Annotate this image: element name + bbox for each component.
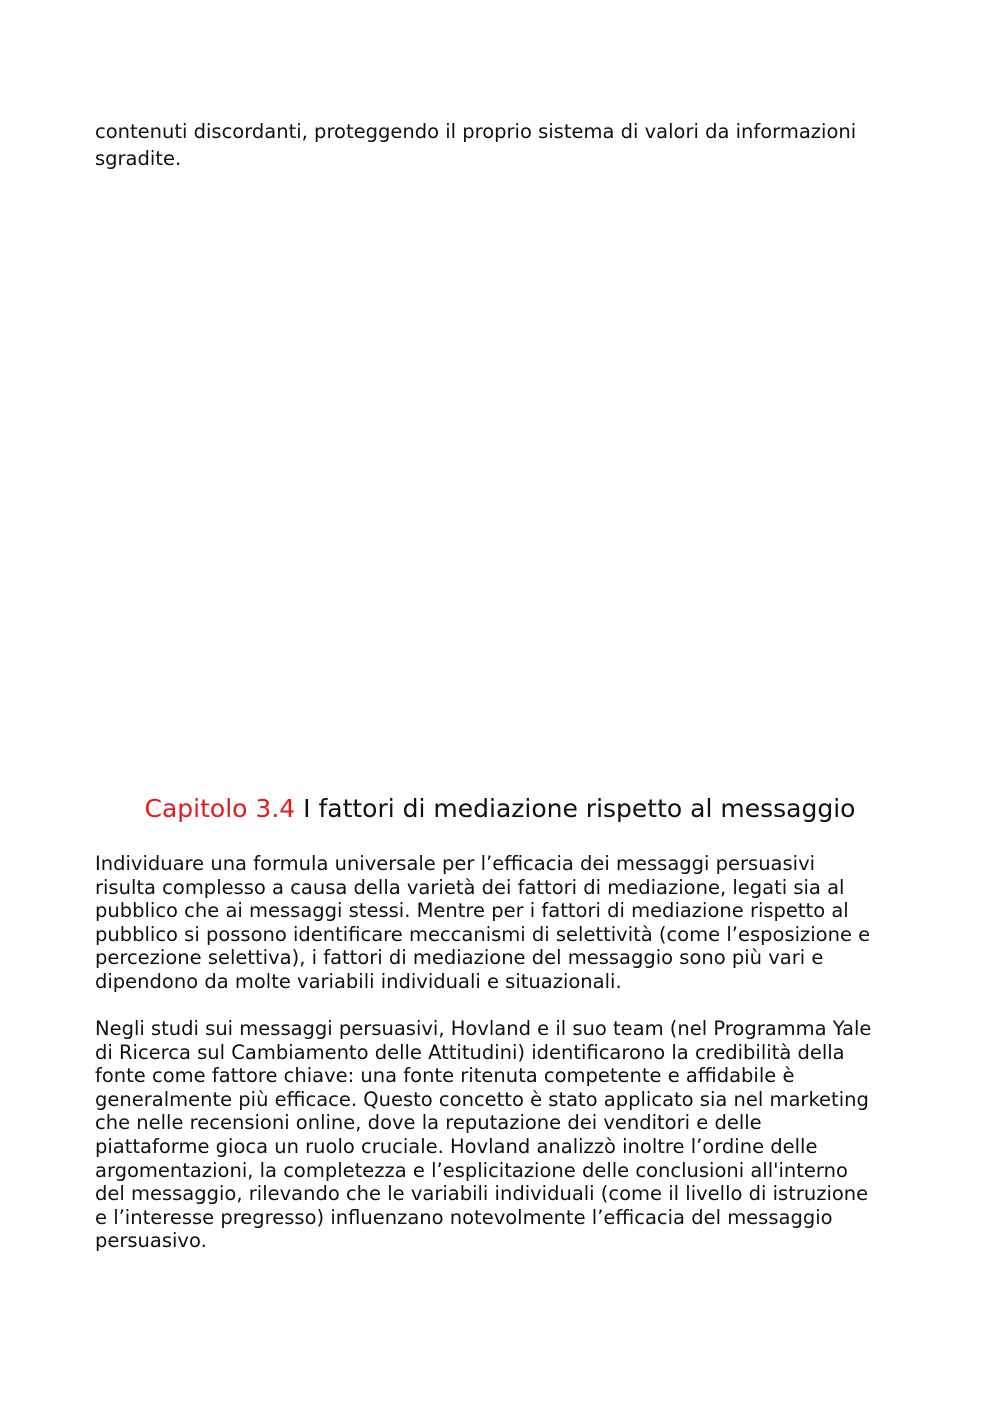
text-line: persuasivo. bbox=[95, 1229, 207, 1253]
text-line: argomentazioni, la completezza e l’esplicitazione delle conclusioni all'interno bbox=[95, 1158, 848, 1182]
text-line: che nelle recensioni online, dove la reputazione dei venditori e delle bbox=[95, 1111, 762, 1135]
text-line: e l’interesse pregresso) influenzano notevolmente l’efficacia del messaggio bbox=[95, 1205, 833, 1229]
text-line: di Ricerca sul Cambiamento delle Attitudini) identificarono la credibilità della bbox=[95, 1040, 845, 1064]
text-line: Negli studi sui messaggi persuasivi, Hovland e il suo team (nel Programma Yale bbox=[95, 1017, 872, 1040]
chapter-title-text: I fattori di mediazione rispetto al messaggio bbox=[303, 794, 856, 823]
text-line: sgradite. bbox=[95, 147, 182, 170]
paragraph-2 bbox=[95, 1017, 910, 1253]
paragraph-1 bbox=[95, 852, 910, 994]
text-line: piattaforme gioca un ruolo cruciale. Hovland analizzò inoltre l’ordine delle bbox=[95, 1134, 818, 1158]
text-line: pubblico si possono identificare meccanismi di selettività (come l’esposizione e bbox=[95, 922, 871, 946]
intro-paragraph bbox=[95, 118, 910, 172]
text-line: percezione selettiva), i fattori di mediazione del messaggio sono più vari e bbox=[95, 946, 824, 970]
text-line: generalmente più efficace. Questo concetto è stato applicato sia nel marketing bbox=[95, 1087, 869, 1111]
text-line: Individuare una formula universale per l’efficacia dei messaggi persuasivi bbox=[95, 852, 816, 875]
text-line: dipendono da molte variabili individuali e situazionali. bbox=[95, 969, 622, 993]
text-line: pubblico che ai messaggi stessi. Mentre per i fattori di mediazione rispetto al bbox=[95, 899, 849, 923]
chapter-number: Capitolo 3.4 bbox=[144, 794, 296, 823]
text-line: del messaggio, rilevando che le variabili individuali (come il livello di istruzione bbox=[95, 1182, 869, 1206]
text-line: contenuti discordanti, proteggendo il proprio sistema di valori da informazioni bbox=[95, 120, 857, 143]
text-line: risulta complesso a causa della varietà dei fattori di mediazione, legati sia al bbox=[95, 875, 845, 899]
chapter-heading bbox=[0, 793, 1000, 825]
text-line: fonte come fattore chiave: una fonte ritenuta competente e affidabile è bbox=[95, 1064, 795, 1088]
